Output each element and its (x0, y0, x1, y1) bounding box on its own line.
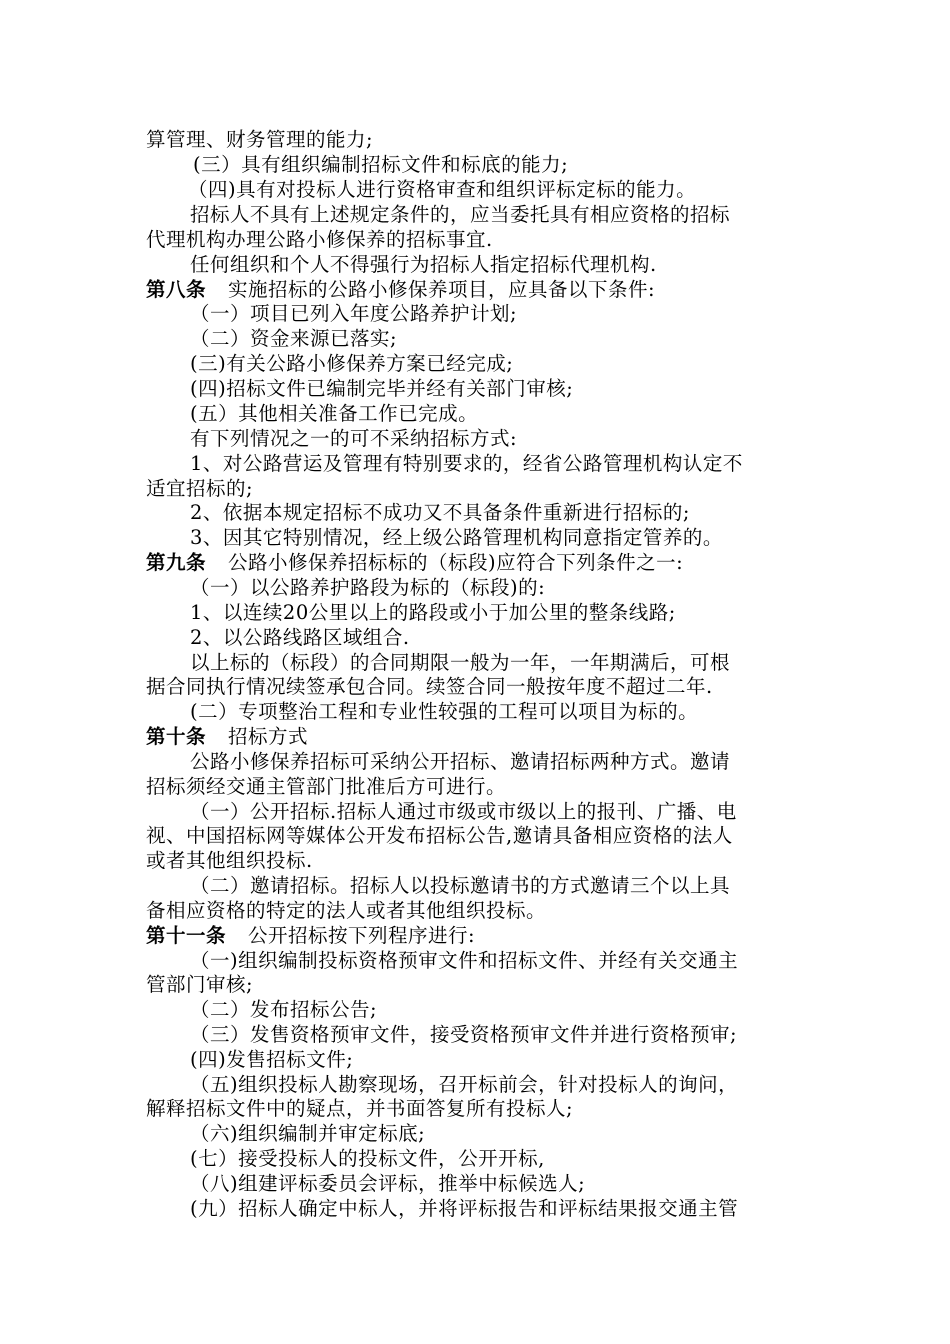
text-line: 或者其他组织投标. (146, 849, 313, 872)
text-line: （二）邀请招标。招标人以投标邀请书的方式邀请三个以上具 (190, 874, 731, 897)
text-line: 招标人不具有上述规定条件的，应当委托具有相应资格的招标 (190, 203, 731, 226)
text-line: (四)招标文件已编制完毕并经有关部门审核; (190, 377, 574, 400)
text-line: （二）发布招标公告; (190, 998, 378, 1021)
article-text: 实施招标的公路小修保养项目，应具备以下条件: (228, 278, 656, 301)
text-line: 解释招标文件中的疑点，并书面答复所有投标人; (146, 1097, 574, 1120)
text-line: (四)发售招标文件; (190, 1048, 354, 1071)
text-line: 1、以连续20公里以上的路段或小于加公里的整条线路; (190, 601, 676, 624)
text-line: 视、中国招标网等媒体公开发布招标公告,邀请具备相应资格的法人 (146, 824, 733, 847)
text-line: （一)组织编制投标资格预审文件和招标文件、并经有关交通主 (190, 949, 739, 972)
article-8-line (146, 278, 655, 302)
text-line: 任何组织和个人不得强行为招标人指定招标代理机构. (190, 253, 657, 276)
text-line: 适宜招标的; (146, 477, 254, 500)
text-line: （四)具有对投标人进行资格审查和组织评标定标的能力。 (188, 178, 697, 201)
text-line: (五）其他相关准备工作已完成。 (190, 402, 479, 425)
text-line: (七）接受投标人的投标文件，公开开标, (190, 1147, 545, 1170)
article-heading: 第八条 (146, 278, 207, 301)
text-line: (九）招标人确定中标人，并将评标报告和评标结果报交通主管 (190, 1197, 739, 1220)
text-line: (二）专项整治工程和专业性较强的工程可以项目为标的。 (190, 700, 699, 723)
text-line: （六)组织编制并审定标底; (190, 1122, 426, 1145)
article-text: 招标方式 (228, 725, 309, 748)
text-line: （五)组织投标人勘察现场，召开标前会，针对投标人的询问， (190, 1073, 739, 1096)
article-9-line (146, 551, 683, 575)
article-text: 公路小修保养招标标的（标段)应符合下列条件之一: (228, 551, 684, 574)
text-line: 公路小修保养招标可采纳公开招标、邀请招标两种方式。邀请 (190, 750, 731, 773)
text-line: （一）以公路养护路段为标的（标段)的: (190, 576, 546, 599)
text-line: （三）发售资格预审文件，接受资格预审文件并进行资格预审; (190, 1023, 738, 1046)
text-line: （一）公开招标.招标人通过市级或市级以上的报刊、广播、电 (190, 800, 737, 823)
text-line: 2、依据本规定招标不成功又不具备条件重新进行招标的; (190, 501, 690, 524)
text-line: （八)组建评标委员会评标，推举中标候选人; (190, 1172, 586, 1195)
article-heading: 第九条 (146, 551, 207, 574)
text-line: 招标须经交通主管部门批准后方可进行。 (146, 775, 507, 798)
article-10-line (146, 725, 308, 749)
article-heading: 第十条 (146, 725, 207, 748)
text-line: 1、对公路营运及管理有特别要求的，经省公路管理机构认定不 (190, 452, 743, 475)
text-line: 3、因其它特别情况，经上级公路管理机构同意指定管养的。 (190, 526, 723, 549)
article-heading: 第十一条 (146, 924, 227, 947)
text-line: 算管理、财务管理的能力; (146, 128, 374, 151)
text-line: （二）资金来源已落实; (190, 327, 398, 350)
text-line: 代理机构办理公路小修保养的招标事宜. (146, 228, 493, 251)
text-line: 管部门审核; (146, 973, 254, 996)
text-line: 有下列情况之一的可不采纳招标方式: (190, 427, 518, 450)
text-line: 据合同执行情况续签承包合同。续签合同一般按年度不超过二年. (146, 675, 713, 698)
article-11-line (146, 924, 475, 948)
article-text: 公开招标按下列程序进行: (248, 924, 476, 947)
text-line: 备相应资格的特定的法人或者其他组织投标。 (146, 899, 547, 922)
text-line: (三）具有组织编制招标文件和标底的能力; (193, 153, 569, 176)
text-line: (三)有关公路小修保养方案已经完成; (190, 352, 514, 375)
text-line: 以上标的（标段）的合同期限一般为一年，一年期满后，可根 (190, 651, 731, 674)
text-line: 2、以公路线路区域组合. (190, 626, 410, 649)
text-line: （一）项目已列入年度公路养护计划; (190, 302, 518, 325)
